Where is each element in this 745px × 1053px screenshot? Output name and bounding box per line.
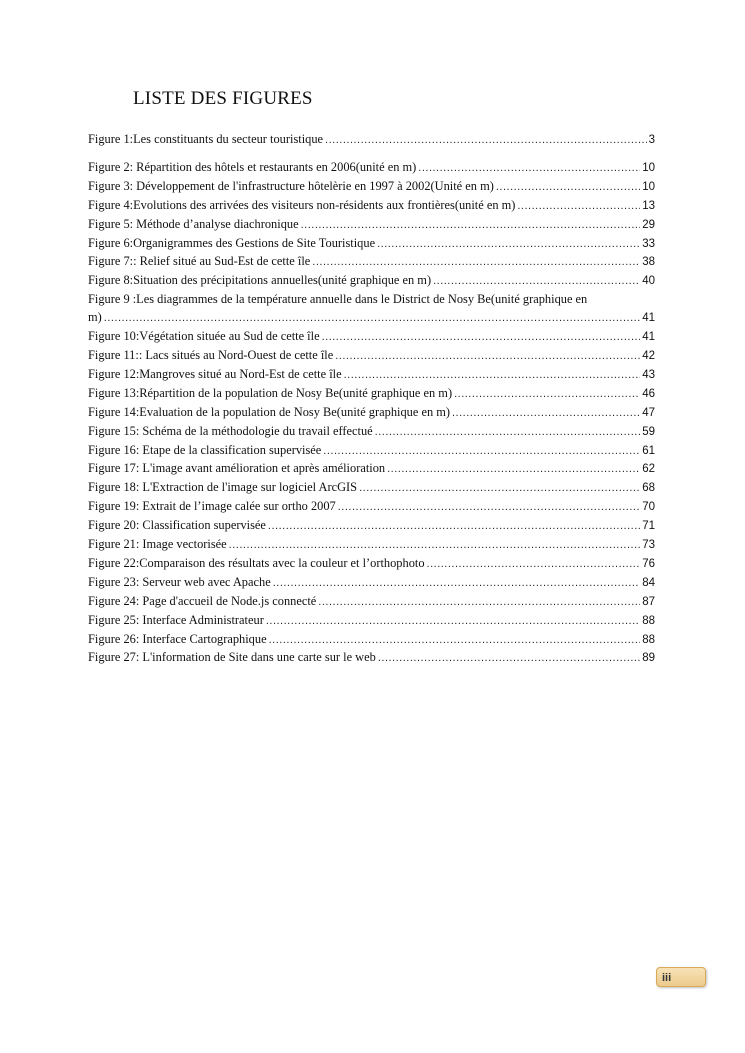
toc-entry[interactable] <box>88 460 655 479</box>
toc-entry-page: 88 <box>642 633 655 646</box>
dot-leader <box>325 132 647 150</box>
toc-entry[interactable] <box>88 631 655 650</box>
toc-entry-page: 71 <box>642 520 655 533</box>
dot-leader <box>418 160 640 178</box>
toc-entry[interactable] <box>88 442 655 461</box>
toc-entry-label: Figure 4:Evolutions des arrivées des visiteurs non-résidents aux frontières(unité en m) <box>88 197 516 212</box>
dot-leader <box>452 405 640 423</box>
dot-leader <box>359 480 640 498</box>
toc-entry-page: 59 <box>642 425 655 438</box>
toc-entry[interactable] <box>88 366 655 385</box>
dot-leader <box>273 575 641 593</box>
toc-entry-label: Figure 21: Image vectorisée <box>88 537 227 552</box>
toc-entry[interactable] <box>88 517 655 536</box>
toc-entry[interactable] <box>88 309 655 328</box>
dot-leader <box>433 273 640 291</box>
toc-entry[interactable] <box>88 555 655 574</box>
toc-entry[interactable] <box>88 404 655 423</box>
toc-entry[interactable] <box>88 159 655 178</box>
toc-entry-page: 40 <box>642 275 655 288</box>
toc-entry-page: 88 <box>642 614 655 627</box>
dot-leader <box>387 461 640 479</box>
dot-leader <box>454 386 640 404</box>
toc-entry-page: 10 <box>642 180 655 193</box>
toc-entry[interactable] <box>88 649 655 668</box>
toc-entry-page: 13 <box>642 199 655 212</box>
toc-entry-label: Figure 15: Schéma de la méthodologie du travail effectué <box>88 423 373 438</box>
toc-entry-label: Figure 26: Interface Cartographique <box>88 631 267 646</box>
toc-entry-page: 3 <box>648 134 655 146</box>
toc-entry-label: Figure 20: Classification supervisée <box>88 518 266 533</box>
toc-entry[interactable] <box>88 347 655 366</box>
dot-leader <box>268 518 640 536</box>
toc-entry[interactable] <box>88 479 655 498</box>
toc-entry-label: Figure 14:Evaluation de la population de Nosy Be(unité graphique en m) <box>88 404 450 419</box>
toc-entry-label: Figure 24: Page d'accueil de Node.js connecté <box>88 593 317 608</box>
dot-leader <box>335 348 640 366</box>
toc-entry-label: Figure 18: L'Extraction de l'image sur logiciel ArcGIS <box>88 480 358 495</box>
dot-leader <box>229 537 641 555</box>
toc-entry-label: Figure 23: Serveur web avec Apache <box>88 574 271 589</box>
toc-entry[interactable] <box>88 498 655 517</box>
toc-entry[interactable] <box>88 197 655 216</box>
toc-entry-page: 89 <box>642 652 655 665</box>
toc-entry-label: Figure 25: Interface Administrateur <box>88 612 264 627</box>
toc-entry[interactable] <box>88 272 655 291</box>
toc-entry-label: Figure 22:Comparaison des résultats avec la couleur et l’orthophoto <box>88 555 425 570</box>
toc-entry-label: Figure 2: Répartition des hôtels et restaurants en 2006(unité en m) <box>88 159 417 174</box>
toc-entry-page: 42 <box>642 349 655 362</box>
dot-leader <box>377 236 640 254</box>
toc-entry-label: Figure 12:Mangroves situé au Nord-Est de cette île <box>88 366 342 381</box>
toc-entry[interactable] <box>88 536 655 555</box>
toc-entry-page: 84 <box>642 576 655 589</box>
toc-entry-page: 68 <box>642 482 655 495</box>
toc-entry-page: 87 <box>642 595 655 608</box>
toc-entry[interactable] <box>88 328 655 347</box>
toc-entry-page: 43 <box>642 368 655 381</box>
toc-entry-label: Figure 5: Méthode d’analyse diachronique <box>88 216 299 231</box>
toc-entry-label: Figure 19: Extrait de l’image calée sur ortho 2007 <box>88 499 336 514</box>
dot-leader <box>375 424 641 442</box>
toc-entry-label: Figure 6:Organigrammes des Gestions de Site Touristique <box>88 235 376 250</box>
dot-leader <box>322 329 641 347</box>
toc-entry-page: 46 <box>642 387 655 400</box>
toc-entry[interactable] <box>88 593 655 612</box>
dot-leader <box>266 613 640 631</box>
dot-leader <box>427 556 641 574</box>
toc-entry[interactable] <box>88 216 655 235</box>
toc-entry[interactable] <box>88 235 655 254</box>
dot-leader <box>378 650 640 668</box>
toc-entry-label: Figure 13:Répartition de la population de Nosy Be(unité graphique en m) <box>88 385 453 400</box>
toc-entry-label: Figure 17: L'image avant amélioration et après amélioration <box>88 461 386 476</box>
toc-entry-label: Figure 10:Végétation située au Sud de cette île <box>88 329 320 344</box>
dot-leader <box>496 179 640 197</box>
toc-entry-page: 70 <box>642 501 655 514</box>
toc-entry[interactable] <box>88 574 655 593</box>
toc-entry-page: 61 <box>642 444 655 457</box>
toc-entry[interactable] <box>88 178 655 197</box>
dot-leader <box>323 443 640 461</box>
toc-entry[interactable] <box>88 612 655 631</box>
toc-entry-page: 29 <box>642 218 655 231</box>
toc-entry-page: 76 <box>642 557 655 570</box>
dot-leader <box>269 632 641 650</box>
page-number-badge: iii <box>656 967 706 987</box>
toc-entry-page: 33 <box>642 237 655 250</box>
toc-entry-page: 10 <box>642 161 655 174</box>
toc-entry-label: Figure 27: L'information de Site dans une carte sur le web <box>88 650 376 665</box>
toc-entry-label: Figure 16: Etape de la classification supervisée <box>88 442 322 457</box>
dot-leader <box>312 254 640 272</box>
page-title: LISTE DES FIGURES <box>133 88 313 109</box>
dot-leader <box>104 310 640 328</box>
toc-entry-line1[interactable]: Figure 9 :Les diagrammes de la température annuelle dans le District de Nosy Be(unité graphique en <box>88 292 588 307</box>
table-of-figures <box>88 131 655 668</box>
toc-entry-page: 41 <box>642 312 655 325</box>
toc-entry-page: 38 <box>642 256 655 269</box>
toc-entry-label: Figure 3: Développement de l'infrastructure hôtelèrie en 1997 à 2002(Unité en m) <box>88 178 494 193</box>
toc-entry[interactable] <box>88 131 655 150</box>
toc-entry-label: Figure 11:: Lacs situés au Nord-Ouest de cette île <box>88 347 334 362</box>
dot-leader <box>344 367 641 385</box>
dot-leader <box>517 198 640 216</box>
toc-entry[interactable] <box>88 385 655 404</box>
toc-entry-page: 47 <box>642 406 655 419</box>
toc-entry-page: 73 <box>642 539 655 552</box>
dot-leader <box>318 594 640 612</box>
dot-leader <box>338 499 640 517</box>
toc-entry-page: 62 <box>642 463 655 476</box>
toc-entry[interactable] <box>88 253 655 272</box>
toc-entry-label: Figure 7:: Relief situé au Sud-Est de cette île <box>88 254 311 269</box>
toc-entry[interactable] <box>88 423 655 442</box>
toc-entry-label: m) <box>88 310 102 325</box>
dot-leader <box>301 217 641 235</box>
toc-entry-label: Figure 1:Les constituants du secteur touristique <box>88 132 324 146</box>
toc-entry-page: 41 <box>642 331 655 344</box>
toc-entry-label: Figure 8:Situation des précipitations annuelles(unité graphique en m) <box>88 273 432 288</box>
